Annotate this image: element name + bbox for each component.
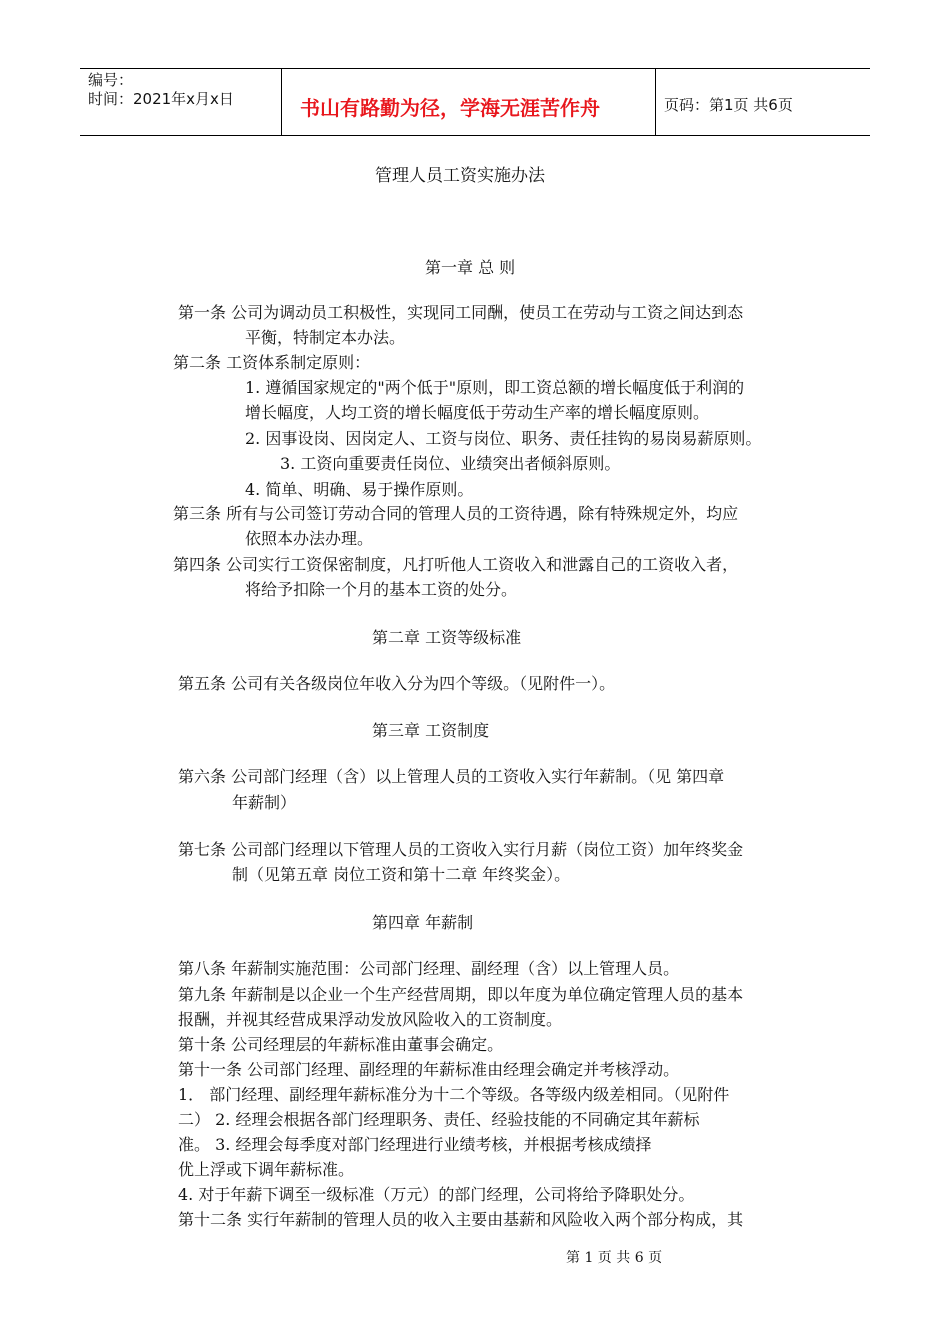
article-line: 依照本办法办理。	[245, 529, 374, 548]
article-line: 制（见第五章 岗位工资和第十二章 年终奖金）。	[232, 865, 571, 884]
article-line: 2. 因事设岗、因岗定人、工资与岗位、职务、责任挂钩的易岗易薪原则。	[245, 429, 762, 448]
header-divider-right	[655, 68, 656, 136]
article-line: 优上浮或下调年薪标准。	[178, 1160, 355, 1179]
serial-label: 编号：	[88, 71, 134, 89]
article-line: 第十二条 实行年薪制的管理人员的收入主要由基薪和风险收入两个部分构成，其	[178, 1210, 744, 1229]
chapter-heading: 第二章 工资等级标准	[372, 628, 522, 647]
chapter-heading: 第四章 年薪制	[372, 913, 474, 932]
page-info: 页码：第1页 共6页	[664, 96, 793, 114]
article-line: 第九条 年薪制是以企业一个生产经营周期，即以年度为单位确定管理人员的基本	[178, 985, 744, 1004]
article-line: 第二条 工资体系制定原则：	[173, 353, 371, 372]
article-line: 4. 对于年薪下调至一级标准（万元）的部门经理，公司将给予降职处分。	[178, 1185, 695, 1204]
article-line: 年薪制）	[232, 793, 297, 812]
article-line: 平衡，特制定本办法。	[245, 328, 406, 347]
header-top-rule	[80, 68, 870, 69]
article-line: 4. 简单、明确、易于操作原则。	[245, 480, 474, 499]
article-line: 报酬，并视其经营成果浮动发放风险收入的工资制度。	[178, 1010, 563, 1029]
article-line: 第十一条 公司部门经理、副经理的年薪标准由经理会确定并考核浮动。	[178, 1060, 680, 1079]
article-line: 第一条 公司为调动员工积极性，实现同工同酬，使员工在劳动与工资之间达到态	[178, 303, 744, 322]
article-line: 第十条 公司经理层的年薪标准由董事会确定。	[178, 1035, 504, 1054]
article-line: 第八条 年薪制实施范围：公司部门经理、副经理（含）以上管理人员。	[178, 959, 680, 978]
header-bottom-rule	[80, 135, 870, 136]
article-line: 3. 工资向重要责任岗位、业绩突出者倾斜原则。	[280, 454, 621, 473]
footer-page-number: 第 1 页 共 6 页	[566, 1250, 663, 1266]
article-line: 准。 3. 经理会每季度对部门经理进行业绩考核，并根据考核成绩择	[178, 1135, 652, 1154]
article-line: 第七条 公司部门经理以下管理人员的工资收入实行月薪（岗位工资）加年终奖金	[178, 840, 744, 859]
article-line: 第三条 所有与公司签订劳动合同的管理人员的工资待遇，除有特殊规定外，均应	[173, 504, 739, 523]
date-line: 时间：2021年x月x日	[88, 90, 234, 108]
motto: 书山有路勤为径，学海无涯苦作舟	[300, 96, 600, 120]
article-line: 增长幅度，人均工资的增长幅度低于劳动生产率的增长幅度原则。	[245, 403, 710, 422]
article-line: 二） 2. 经理会根据各部门经理职务、责任、经验技能的不同确定其年薪标	[178, 1110, 700, 1129]
chapter-heading: 第三章 工资制度	[372, 721, 490, 740]
article-line: 1. 遵循国家规定的"两个低于"原则，即工资总额的增长幅度低于利润的	[245, 378, 745, 397]
chapter-heading: 第一章 总 则	[425, 258, 516, 277]
article-line: 将给予扣除一个月的基本工资的处分。	[245, 580, 518, 599]
article-line: 第四条 公司实行工资保密制度，凡打听他人工资收入和泄露自己的工资收入者，	[173, 555, 739, 574]
article-line: 第六条 公司部门经理（含）以上管理人员的工资收入实行年薪制。（见 第四章	[178, 767, 725, 786]
article-line: 1． 部门经理、副经理年薪标准分为十二个等级。各等级内级差相同。（见附件	[178, 1085, 730, 1104]
header-divider-left	[281, 68, 282, 136]
page-title: 管理人员工资实施办法	[375, 166, 545, 186]
article-line: 第五条 公司有关各级岗位年收入分为四个等级。（见附件一）。	[178, 674, 616, 693]
